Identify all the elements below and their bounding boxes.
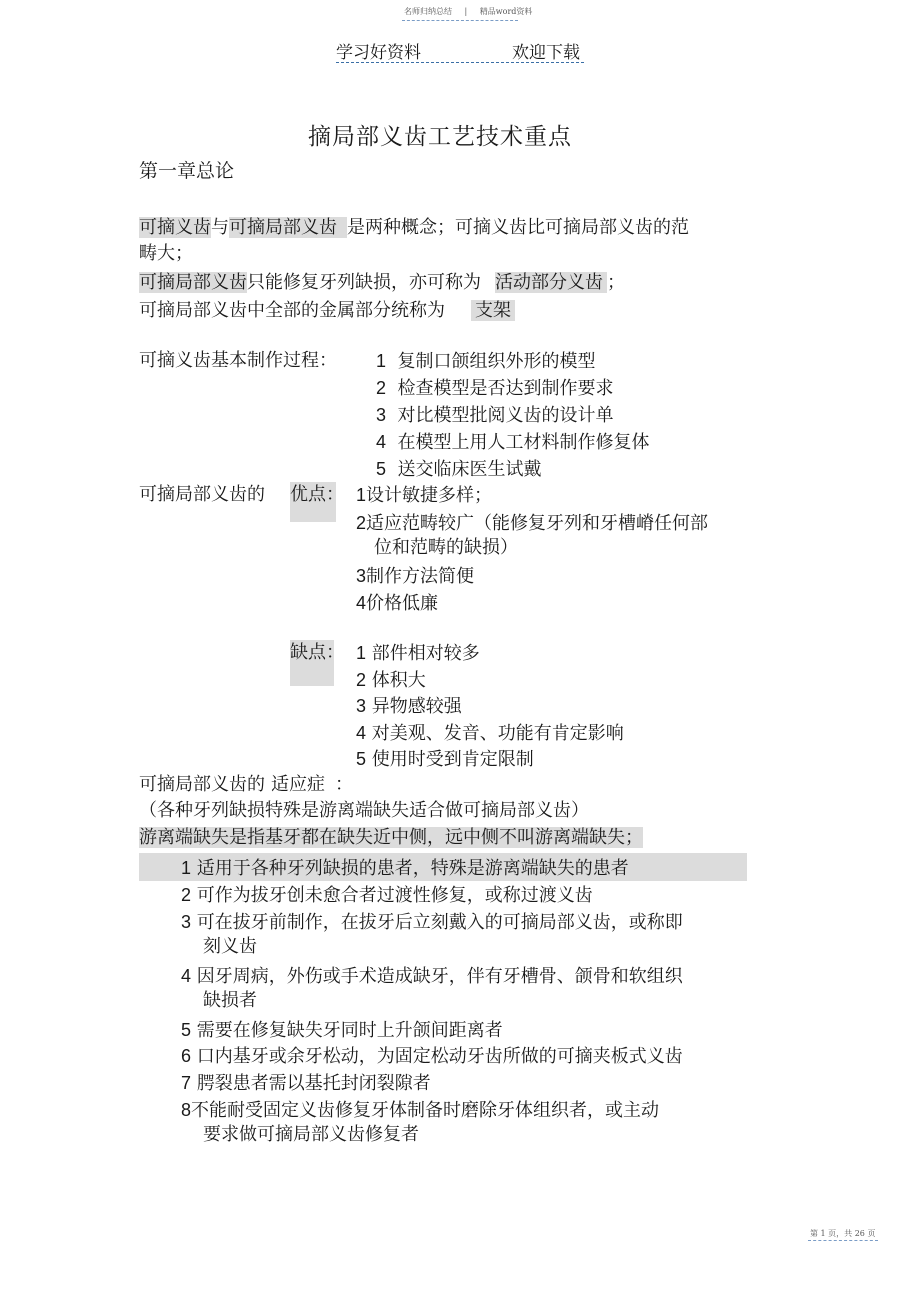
- term-partial-denture: 活动部分义齿: [495, 272, 607, 293]
- term-rpd: 可摘局部义齿: [229, 217, 347, 238]
- indications-label: 可摘局部义齿的 适应症 ：: [139, 774, 353, 795]
- disadvantage-item: 1 部件相对较多: [356, 643, 480, 664]
- advantage-item: 4价格低廉: [356, 593, 439, 614]
- indication-item: 5 需要在修复缺失牙同时上升颌间距离者: [181, 1020, 503, 1041]
- disadvantage-item: 4 对美观、发音、功能有肯定影响: [356, 723, 624, 744]
- free-end-definition: 游离端缺失是指基牙都在缺失近中侧，远中侧不叫游离端缺失；: [139, 827, 643, 848]
- indication-item-cont: 缺损者: [203, 990, 257, 1011]
- process-label: 可摘义齿基本制作过程：: [139, 350, 337, 371]
- term-rpd-2: 可摘局部义齿: [139, 272, 247, 293]
- process-step: 4 在模型上用人工材料制作修复体: [376, 432, 650, 453]
- advantage-item: 1设计敏捷多样；: [356, 485, 493, 506]
- top-banner: [404, 6, 532, 17]
- indication-item: 7 腭裂患者需以基托封闭裂隙者: [181, 1073, 431, 1094]
- process-step: 3 对比模型批阅义齿的设计单: [376, 405, 614, 426]
- top-banner-right: 精品word资料: [479, 7, 533, 16]
- indication-item: 8不能耐受固定义齿修复牙体制备时磨除牙体组织者，或主动: [181, 1100, 660, 1121]
- intro-line-1: 可摘义齿与可摘局部义齿 是两种概念；可摘义齿比可摘局部义齿的范: [139, 217, 689, 238]
- indication-item-cont: 刻义齿: [203, 936, 257, 957]
- intro-line-4: 可摘局部义齿中全部的金属部分统称为 支架: [139, 298, 515, 324]
- header-divider: [336, 62, 584, 63]
- advantage-item-cont: 位和范畴的缺损）: [374, 537, 518, 558]
- indications-note: （各种牙列缺损特殊是游离端缺失适合做可摘局部义齿）: [139, 800, 589, 821]
- disadvantage-item: 2 体积大: [356, 670, 426, 691]
- intro-line-3: 可摘局部义齿只能修复牙列缺损，亦可称为 活动部分义齿 ；: [139, 272, 625, 293]
- indication-item: 3 可在拔牙前制作，在拔牙后立刻戴入的可摘局部义齿，或称即: [181, 912, 683, 933]
- chapter-heading: 第一章总论: [139, 160, 235, 182]
- indication-item: 1 适用于各种牙列缺损的患者，特殊是游离端缺失的患者: [181, 858, 629, 879]
- top-divider: [402, 20, 518, 21]
- advantages-label-term: 优点：: [290, 484, 344, 505]
- indication-item: 6 口内基牙或余牙松动，为固定松动牙齿所做的可摘夹板式义齿: [181, 1046, 683, 1067]
- term-framework: 支架: [471, 300, 515, 321]
- advantage-item: 2适应范畴较广（能修复牙列和牙槽嵴任何部: [356, 513, 709, 534]
- process-step: 5 送交临床医生试戴: [376, 459, 542, 480]
- intro-line-2: 畴大；: [139, 243, 193, 264]
- header-right: 欢迎下载: [512, 43, 580, 63]
- footer-divider: [808, 1240, 878, 1241]
- top-banner-left: 名师归纳总结: [404, 7, 452, 16]
- term-removable-denture: 可摘义齿: [139, 217, 211, 238]
- process-step: 2 检查模型是否达到制作要求: [376, 378, 614, 399]
- page-number: 第 1 页，共 26 页: [810, 1229, 876, 1238]
- disadvantage-item: 5 使用时受到肯定限制: [356, 749, 534, 770]
- indication-item-cont: 要求做可摘局部义齿修复者: [203, 1124, 419, 1145]
- advantage-item: 3制作方法简便: [356, 566, 475, 587]
- disadvantages-label: 缺点：: [290, 642, 344, 663]
- disadvantage-item: 3 异物感较强: [356, 696, 462, 717]
- header-left: 学习好资料: [336, 43, 421, 63]
- process-step: 1 复制口颌组织外形的模型: [376, 351, 596, 372]
- page-title: 摘局部义齿工艺技术重点: [308, 124, 572, 150]
- advantages-label: 可摘局部义齿的: [139, 484, 265, 505]
- indication-item: 2 可作为拔牙创未愈合者过渡性修复，或称过渡义齿: [181, 885, 593, 906]
- indication-item: 4 因牙周病，外伤或手术造成缺牙，伴有牙槽骨、颌骨和软组织: [181, 966, 683, 987]
- top-banner-sep: |: [464, 7, 468, 16]
